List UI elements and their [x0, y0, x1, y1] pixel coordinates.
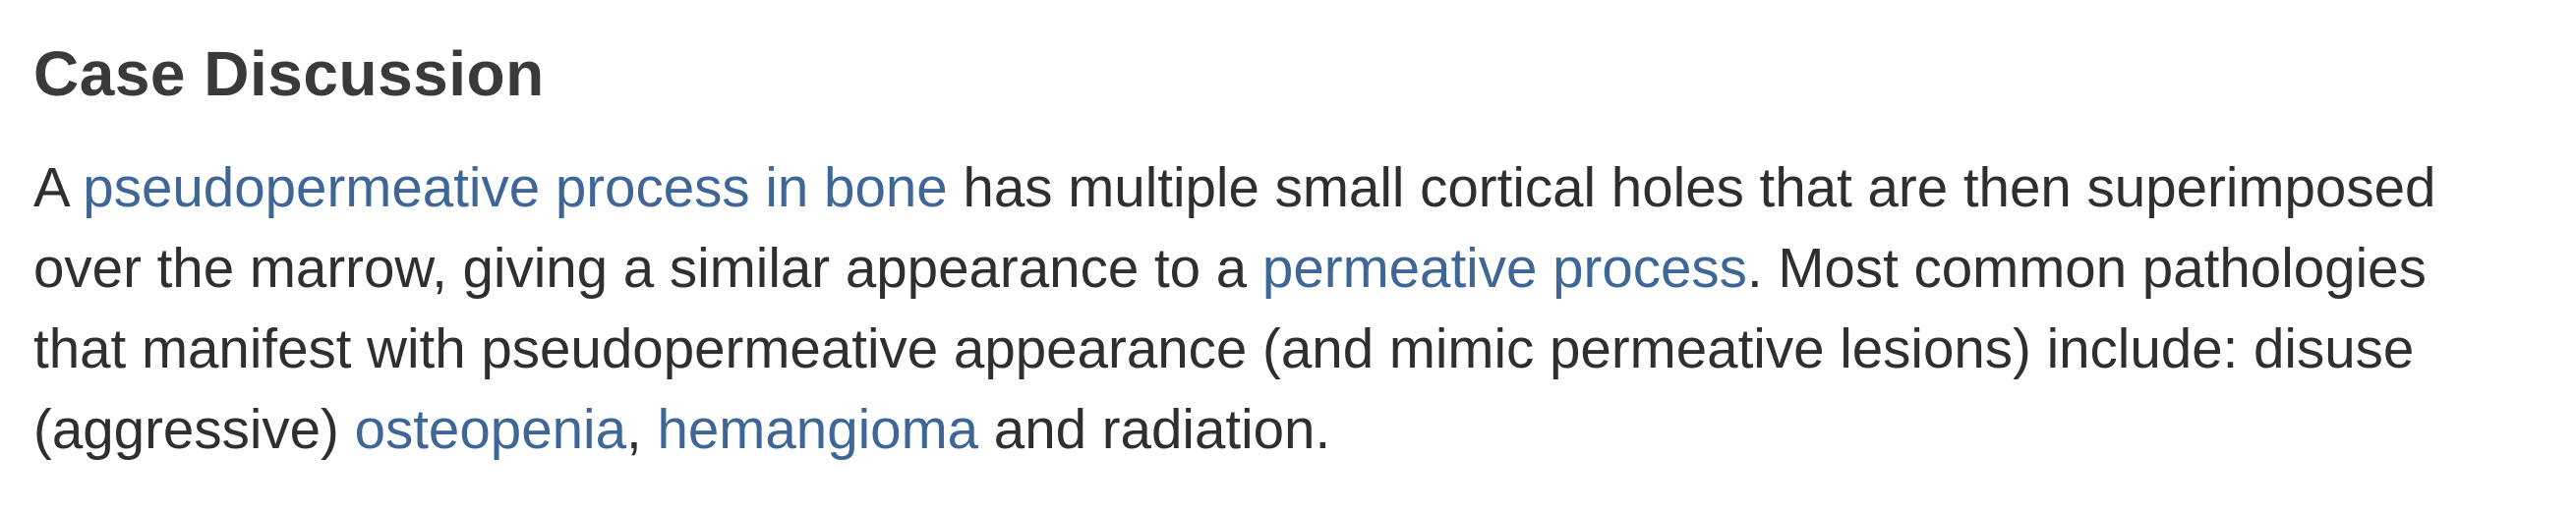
paragraph-line-1	[33, 147, 2550, 228]
text-fragment: A	[33, 156, 84, 218]
text-fragment: . Most common pathologies	[1746, 237, 2427, 299]
text-fragment: and radiation.	[978, 398, 1331, 460]
text-fragment: that manifest with pseudopermeative appearance (and mimic permeative lesions) include: disuse	[33, 317, 2415, 379]
link-hemangioma[interactable]: hemangioma	[657, 398, 979, 460]
paragraph-line-3	[33, 309, 2550, 389]
case-discussion-section	[33, 29, 2550, 470]
paragraph-line-2	[33, 228, 2550, 309]
section-heading: Case Discussion	[33, 38, 545, 109]
text-fragment: over the marrow, giving a similar appearance to a	[33, 237, 1262, 299]
discussion-paragraph	[33, 147, 2550, 470]
text-fragment: has multiple small cortical holes that are then superimposed	[947, 156, 2436, 218]
text-fragment: (aggressive)	[33, 398, 355, 460]
text-fragment: ,	[626, 398, 658, 460]
link-pseudopermeative-process[interactable]: pseudopermeative process in bone	[83, 156, 948, 218]
link-permeative-process[interactable]: permeative process	[1261, 237, 1747, 299]
link-osteopenia[interactable]: osteopenia	[354, 398, 627, 460]
paragraph-line-4	[33, 389, 2550, 470]
